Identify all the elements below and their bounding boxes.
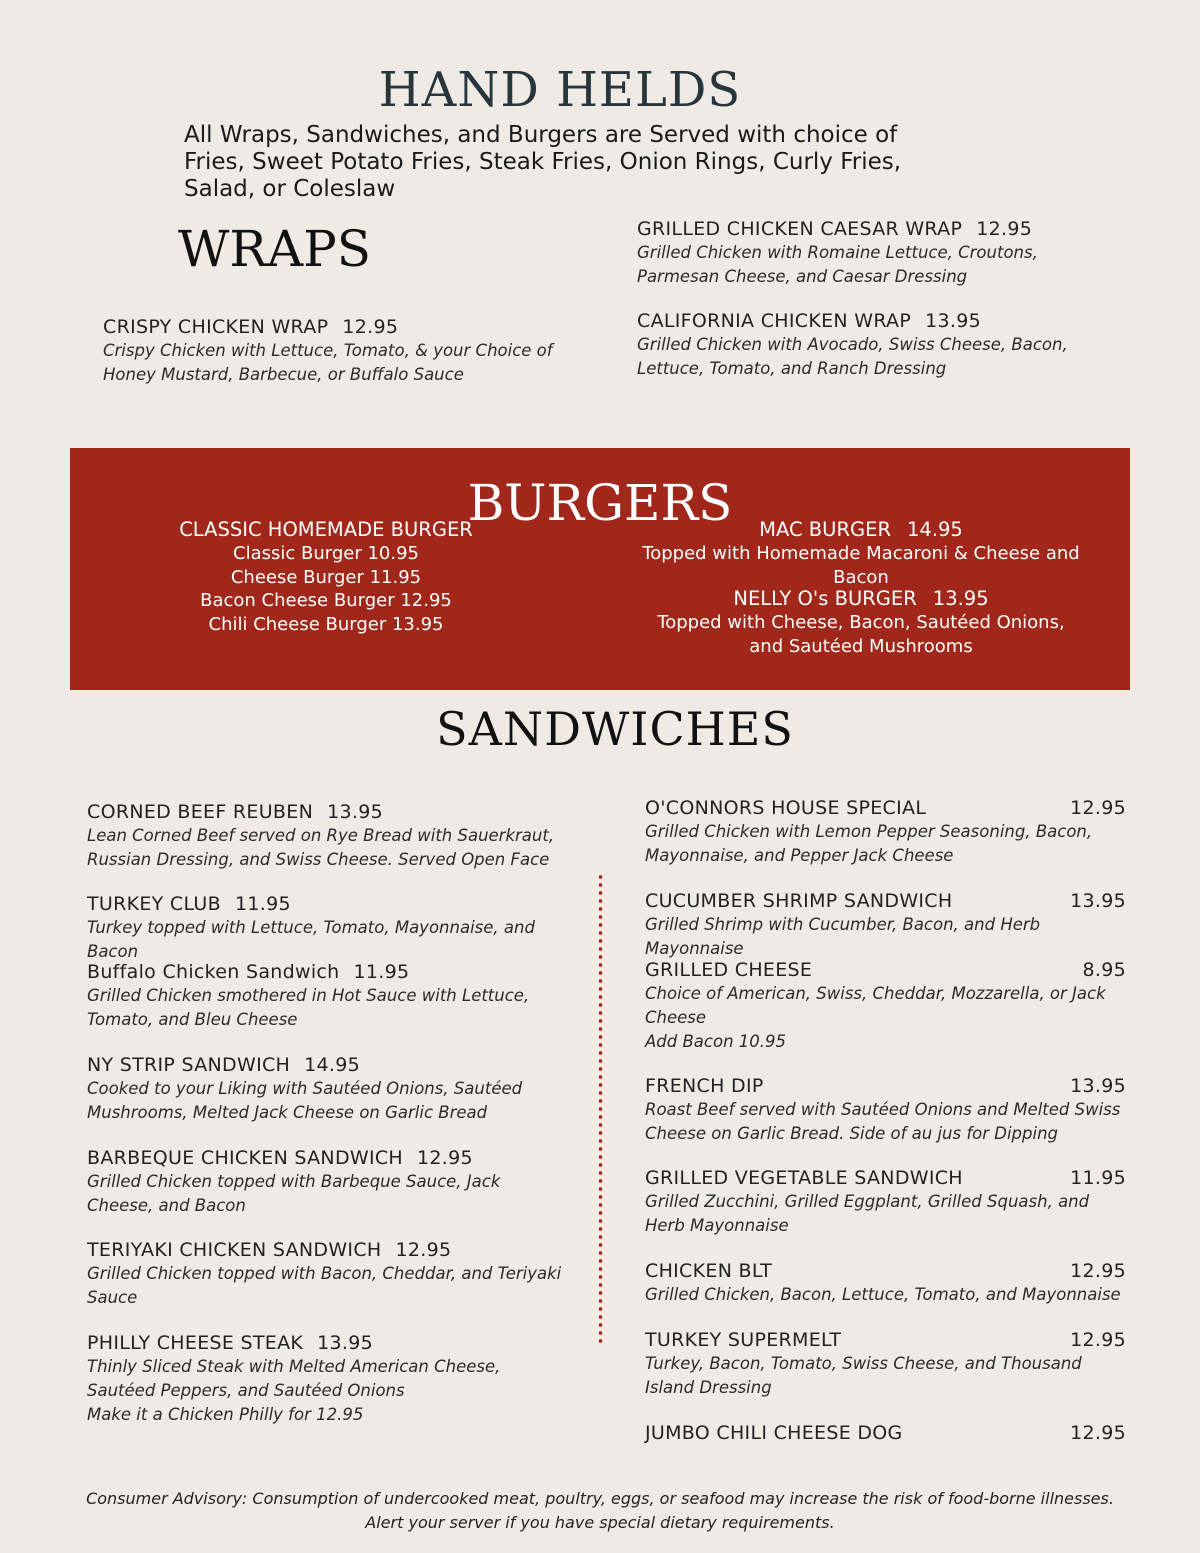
burgers-heading: BURGERS <box>467 474 733 532</box>
item-desc: Grilled Shrimp with Cucumber, Bacon, and Herb Mayonnaise <box>645 915 1041 958</box>
burger-option: Classic Burger 10.95 <box>233 543 419 564</box>
item-desc: Grilled Zucchini, Grilled Eggplant, Grilled Squash, and Herb Mayonnaise <box>645 1192 1090 1235</box>
item-desc: Grilled Chicken, Bacon, Lettuce, Tomato, and Mayonnaise <box>645 1285 1121 1304</box>
item-price: 13.95 <box>1070 890 1126 912</box>
item-price: 12.95 <box>342 316 399 338</box>
menu-item <box>87 1053 562 1125</box>
item-desc: Roast Beef served with Sautéed Onions and Melted Swiss Cheese on Garlic Bread. Side of au jus for Dipping <box>645 1100 1121 1143</box>
item-desc: Turkey, Bacon, Tomato, Swiss Cheese, and Thousand Island Dressing <box>645 1354 1082 1397</box>
item-price: 12.95 <box>1070 1329 1126 1351</box>
menu-item <box>87 1238 562 1310</box>
menu-item <box>645 1421 1126 1445</box>
menu-item <box>87 1146 562 1218</box>
item-price: 13.95 <box>327 801 383 823</box>
item-desc: Choice of American, Swiss, Cheddar, Mozzarella, or Jack Cheese <box>645 984 1106 1027</box>
menu-item <box>645 1166 1126 1238</box>
item-price: 13.95 <box>925 310 982 332</box>
item-desc: Lean Corned Beef served on Rye Bread with Sauerkraut, Russian Dressing, and Swiss Cheese. Served Open Face <box>87 826 555 869</box>
item-price: 13.95 <box>317 1332 374 1354</box>
item-name: MAC BURGER <box>759 518 891 541</box>
menu-item <box>87 800 562 872</box>
menu-item <box>87 1331 562 1427</box>
page-title: HAND HELDS <box>378 62 742 118</box>
menu-item <box>645 1328 1126 1400</box>
item-name: PHILLY CHEESE STEAK <box>87 1332 304 1354</box>
menu-item <box>645 1074 1126 1146</box>
intro-text: All Wraps, Sandwiches, and Burgers are Served with choice of Fries, Sweet Potato Fries, Steak Fries, Onion Rings, Curly Fries, Salad, or Coleslaw <box>184 122 902 202</box>
item-extra: Make it a Chicken Philly for 12.95 <box>87 1405 364 1424</box>
menu-item <box>637 217 1097 289</box>
burger-option: Bacon Cheese Burger 12.95 <box>200 590 452 611</box>
item-name: FRENCH DIP <box>645 1075 764 1097</box>
burger-option: Cheese Burger 11.95 <box>230 566 422 588</box>
item-name: CHICKEN BLT <box>645 1260 773 1282</box>
item-price: 12.95 <box>1070 1260 1126 1282</box>
item-name: TURKEY SUPERMELT <box>645 1329 842 1351</box>
item-desc: Grilled Chicken topped with Bacon, Cheddar, and Teriyaki Sauce <box>87 1264 562 1307</box>
item-name: GRILLED CHICKEN CAESAR WRAP <box>637 218 963 240</box>
item-desc: Grilled Chicken with Avocado, Swiss Cheese, Bacon, Lettuce, Tomato, and Ranch Dressing <box>637 335 1068 378</box>
item-price: 14.95 <box>304 1054 361 1076</box>
item-name: JUMBO CHILI CHEESE DOG <box>645 1422 903 1444</box>
item-name: NELLY O's BURGER <box>733 587 917 610</box>
menu-item <box>645 1259 1126 1307</box>
menu-item <box>87 960 562 1032</box>
consumer-advisory <box>0 1487 1200 1535</box>
item-name: GRILLED CHEESE <box>645 959 813 981</box>
item-name: TERIYAKI CHICKEN SANDWICH <box>87 1239 382 1261</box>
item-name: GRILLED VEGETABLE SANDWICH <box>645 1167 963 1189</box>
item-desc: Cooked to your Liking with Sautéed Onions, Sautéed Mushrooms, Melted Jack Cheese on Garlic Bread <box>87 1079 523 1122</box>
item-desc: Topped with Homemade Macaroni & Cheese and Bacon <box>642 543 1080 588</box>
item-name: TURKEY CLUB <box>87 893 221 915</box>
item-name: CORNED BEEF REUBEN <box>87 801 314 823</box>
item-name: O'CONNORS HOUSE SPECIAL <box>645 797 927 819</box>
item-price: 13.95 <box>1070 1075 1126 1097</box>
menu-item <box>645 958 1126 1054</box>
item-price: 12.95 <box>1070 1422 1126 1444</box>
item-desc: Thinly Sliced Steak with Melted American Cheese, Sautéed Peppers, and Sautéed Onions <box>87 1357 501 1400</box>
item-price: 12.95 <box>395 1239 452 1261</box>
item-price: 11.95 <box>234 893 291 915</box>
item-extra: Add Bacon 10.95 <box>645 1032 787 1051</box>
item-desc: Grilled Chicken smothered in Hot Sauce with Lettuce, Tomato, and Bleu Cheese <box>87 986 530 1029</box>
item-name: NY STRIP SANDWICH <box>87 1054 291 1076</box>
menu-item <box>637 309 1112 381</box>
item-desc: Grilled Chicken with Romaine Lettuce, Croutons, Parmesan Cheese, and Caesar Dressing <box>637 243 1038 286</box>
burger-option: Chili Cheese Burger 13.95 <box>208 613 444 635</box>
item-name: CLASSIC HOMEMADE BURGER <box>179 518 473 541</box>
item-desc: Grilled Chicken with Lemon Pepper Seasoning, Bacon, Mayonnaise, and Pepper Jack Cheese <box>645 822 1093 865</box>
menu-item <box>87 892 562 964</box>
dotted-divider <box>598 873 603 1343</box>
item-price: 11.95 <box>353 961 410 983</box>
item-desc: Crispy Chicken with Lettuce, Tomato, & your Choice of Honey Mustard, Barbecue, or Buffalo Sauce <box>103 341 553 384</box>
menu-item <box>103 315 583 387</box>
item-name: CALIFORNIA CHICKEN WRAP <box>637 310 912 332</box>
nelly-burger-block <box>655 587 1067 658</box>
menu-item <box>645 889 1126 961</box>
sandwiches-heading: SANDWICHES <box>436 702 794 756</box>
item-desc: Turkey topped with Lettuce, Tomato, Mayonnaise, and Bacon <box>87 918 535 961</box>
advisory-line: Alert your server if you have special dietary requirements. <box>365 1513 835 1532</box>
item-name: CRISPY CHICKEN WRAP <box>103 316 329 338</box>
item-price: 14.95 <box>907 518 963 541</box>
wraps-heading: WRAPS <box>178 220 372 278</box>
advisory-line: Consumer Advisory: Consumption of undercooked meat, poultry, eggs, or seafood may increase the risk of food-borne illnesses. <box>86 1489 1114 1508</box>
item-price: 12.95 <box>417 1147 473 1169</box>
menu-item <box>645 796 1126 868</box>
item-name: CUCUMBER SHRIMP SANDWICH <box>645 890 953 912</box>
classic-burger-block <box>176 518 476 636</box>
item-price: 8.95 <box>1082 959 1126 981</box>
item-name: BARBEQUE CHICKEN SANDWICH <box>87 1147 404 1169</box>
item-desc: Topped with Cheese, Bacon, Sautéed Onions, and Sautéed Mushrooms <box>657 612 1065 657</box>
item-desc: Grilled Chicken topped with Barbeque Sauce, Jack Cheese, and Bacon <box>87 1172 501 1215</box>
item-price: 11.95 <box>1070 1167 1126 1189</box>
item-price: 13.95 <box>932 587 989 610</box>
mac-burger-block <box>630 518 1092 589</box>
item-price: 12.95 <box>976 218 1033 240</box>
item-price: 12.95 <box>1070 797 1126 819</box>
item-name: Buffalo Chicken Sandwich <box>87 961 340 983</box>
